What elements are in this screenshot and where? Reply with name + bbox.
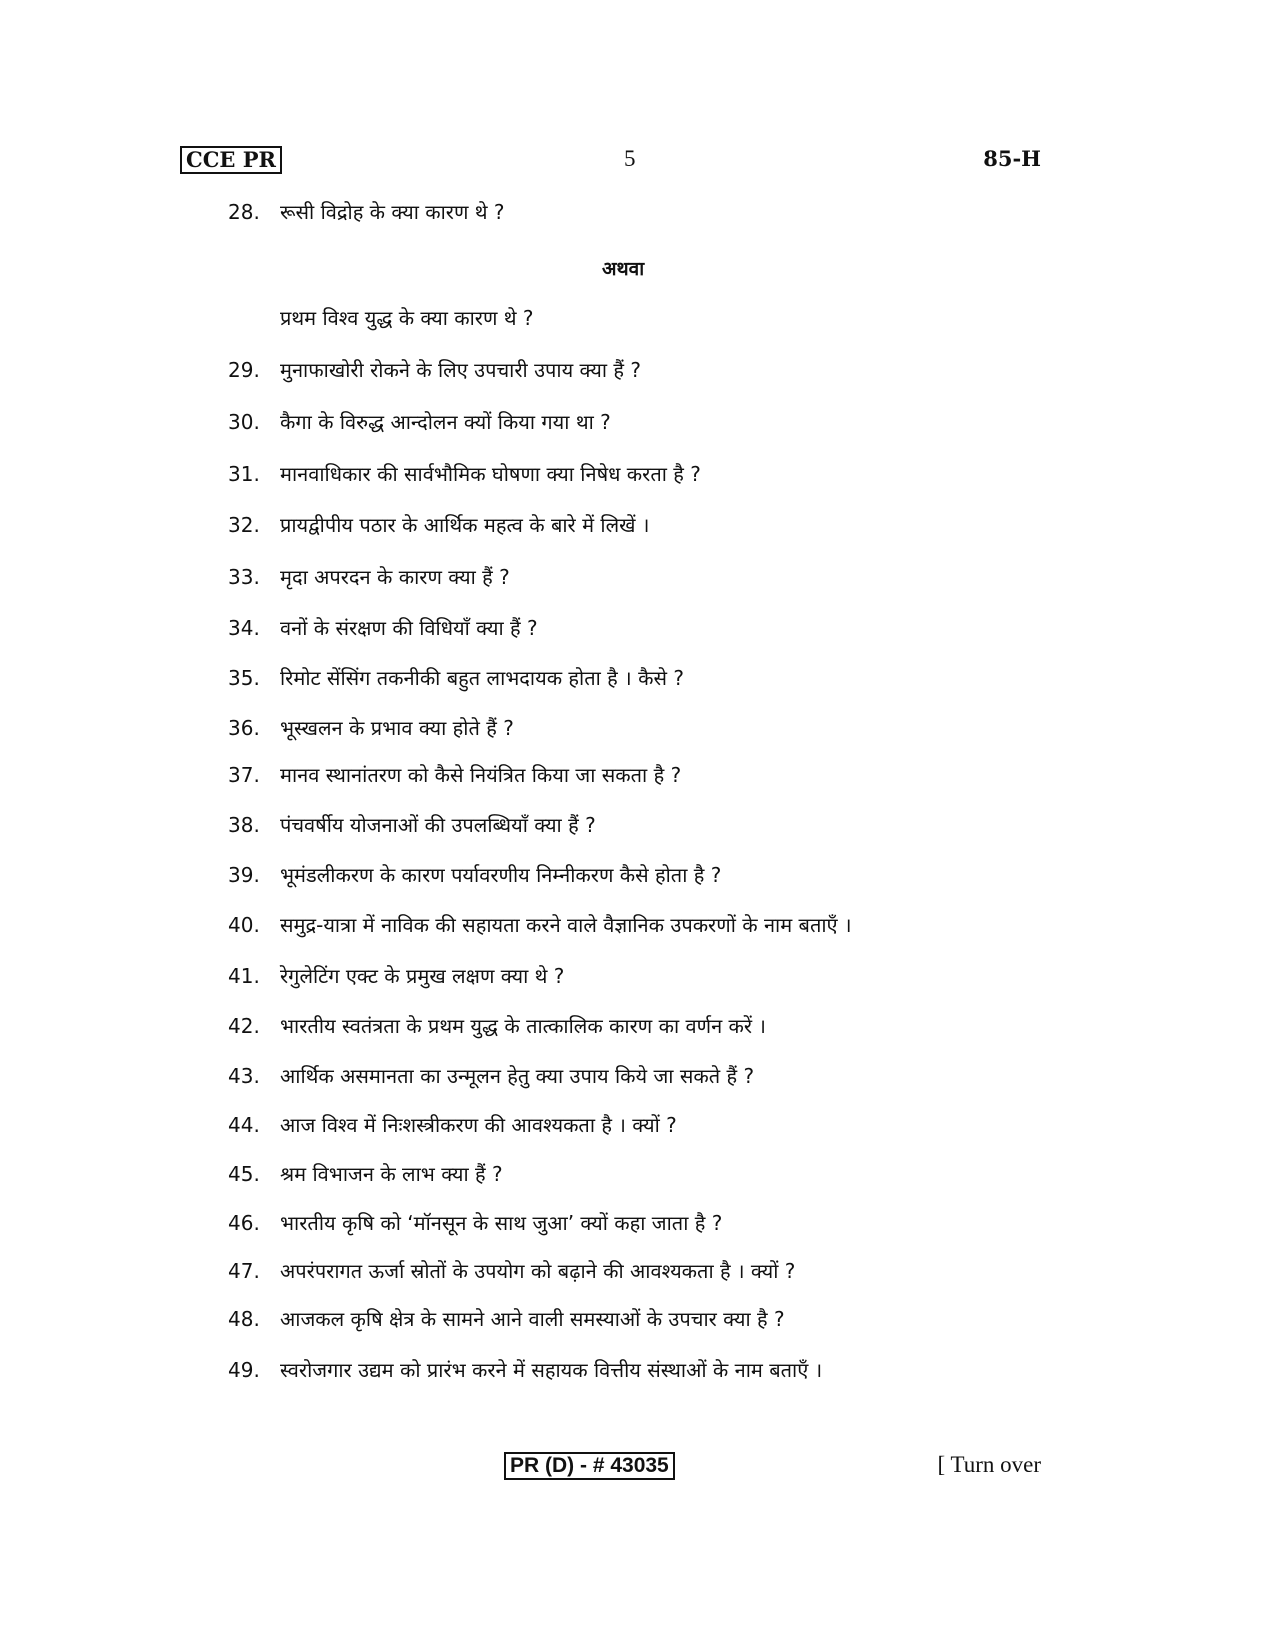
question-39 <box>228 861 721 888</box>
question-number: 36. <box>228 716 260 740</box>
question-46 <box>228 1209 722 1236</box>
question-text: भारतीय कृषि को ‘मॉनसून के साथ जुआ’ क्यों कहा जाता है ? <box>280 1211 723 1235</box>
question-text: मानवाधिकार की सार्वभौमिक घोषणा क्या निषेध करता है ? <box>280 462 701 486</box>
question-42 <box>228 1012 766 1039</box>
question-number: 39. <box>228 863 260 887</box>
question-32 <box>228 511 649 538</box>
footer-code-box: PR (D) - # 43035 <box>504 1452 675 1480</box>
question-number: 49. <box>228 1358 260 1382</box>
question-33 <box>228 563 510 590</box>
header-left-code <box>180 146 282 174</box>
question-35 <box>228 664 684 691</box>
question-number: 45. <box>228 1162 260 1186</box>
question-text: आजकल कृषि क्षेत्र के सामने आने वाली समस्याओं के उपचार क्या है ? <box>280 1307 785 1331</box>
header-left-code-box: CCE PR <box>180 146 282 174</box>
question-30 <box>228 408 611 435</box>
question-number: 48. <box>228 1307 260 1331</box>
question-text: कैगा के विरुद्ध आन्दोलन क्यों किया गया था ? <box>280 410 611 434</box>
question-48 <box>228 1305 785 1332</box>
question-37 <box>228 761 681 788</box>
question-38 <box>228 811 596 838</box>
question-44 <box>228 1111 677 1138</box>
question-number: 31. <box>228 462 260 486</box>
question-text: भारतीय स्वतंत्रता के प्रथम युद्ध के तात्कालिक कारण का वर्णन करें । <box>280 1014 767 1038</box>
question-text: मानव स्थानांतरण को कैसे नियंत्रित किया जा सकता है ? <box>280 763 682 787</box>
question-number: 42. <box>228 1014 260 1038</box>
question-number: 46. <box>228 1211 260 1235</box>
question-28 <box>228 198 505 225</box>
question-36 <box>228 714 514 741</box>
question-number: 34. <box>228 616 260 640</box>
question-number: 37. <box>228 763 260 787</box>
question-text: रेगुलेटिंग एक्ट के प्रमुख लक्षण क्या थे ? <box>280 964 565 988</box>
question-number: 32. <box>228 513 260 537</box>
question-text: समुद्र-यात्रा में नाविक की सहायता करने वाले वैज्ञानिक उपकरणों के नाम बताएँ । <box>280 913 852 937</box>
question-number: 40. <box>228 913 260 937</box>
question-text: श्रम विभाजन के लाभ क्या हैं ? <box>280 1162 503 1186</box>
question-number: 33. <box>228 565 260 589</box>
question-text: स्वरोजगार उद्यम को प्रारंभ करने में सहायक वित्तीय संस्थाओं के नाम बताएँ । <box>280 1358 823 1382</box>
question-text: वनों के संरक्षण की विधियाँ क्या हैं ? <box>280 616 538 640</box>
question-47 <box>228 1257 795 1284</box>
question-40 <box>228 911 852 938</box>
question-43 <box>228 1062 754 1089</box>
question-29 <box>228 356 641 383</box>
question-number: 38. <box>228 813 260 837</box>
or-separator: अथवा <box>602 258 645 280</box>
question-text: रूसी विद्रोह के क्या कारण थे ? <box>280 200 505 224</box>
question-number: 41. <box>228 964 260 988</box>
question-text: रिमोट सेंसिंग तकनीकी बहुत लाभदायक होता है । कैसे ? <box>280 666 684 690</box>
question-text: मुनाफाखोरी रोकने के लिए उपचारी उपाय क्या हैं ? <box>280 358 641 382</box>
question-number: 43. <box>228 1064 260 1088</box>
question-text: अपरंपरागत ऊर्जा स्रोतों के उपयोग को बढ़ाने की आवश्यकता है । क्यों ? <box>280 1259 796 1283</box>
question-text: भूस्खलन के प्रभाव क्या होते हैं ? <box>280 716 514 740</box>
question-number: 28. <box>228 200 260 224</box>
question-text: भूमंडलीकरण के कारण पर्यावरणीय निम्नीकरण कैसे होता है ? <box>280 863 722 887</box>
question-49 <box>228 1356 822 1383</box>
question-text: प्रायद्वीपीय पठार के आर्थिक महत्व के बारे में लिखें । <box>280 513 650 537</box>
question-text: पंचवर्षीय योजनाओं की उपलब्धियाँ क्या हैं ? <box>280 813 596 837</box>
question-34 <box>228 614 538 641</box>
question-number: 47. <box>228 1259 260 1283</box>
header-right-code: 85-H <box>983 146 1041 171</box>
question-text: आज विश्व में निःशस्त्रीकरण की आवश्यकता है । क्यों ? <box>280 1113 677 1137</box>
question-number: 29. <box>228 358 260 382</box>
question-number: 35. <box>228 666 260 690</box>
question-text: आर्थिक असमानता का उन्मूलन हेतु क्या उपाय किये जा सकते हैं ? <box>280 1064 755 1088</box>
turn-over-note: [ Turn over <box>937 1452 1041 1477</box>
question-number: 44. <box>228 1113 260 1137</box>
page-number: 5 <box>624 146 636 171</box>
question-31 <box>228 460 701 487</box>
alternative-question: प्रथम विश्व युद्ध के क्या कारण थे ? <box>280 306 534 330</box>
question-number: 30. <box>228 410 260 434</box>
question-41 <box>228 962 564 989</box>
footer-code <box>504 1452 675 1480</box>
question-text: मृदा अपरदन के कारण क्या हैं ? <box>280 565 510 589</box>
question-45 <box>228 1160 503 1187</box>
